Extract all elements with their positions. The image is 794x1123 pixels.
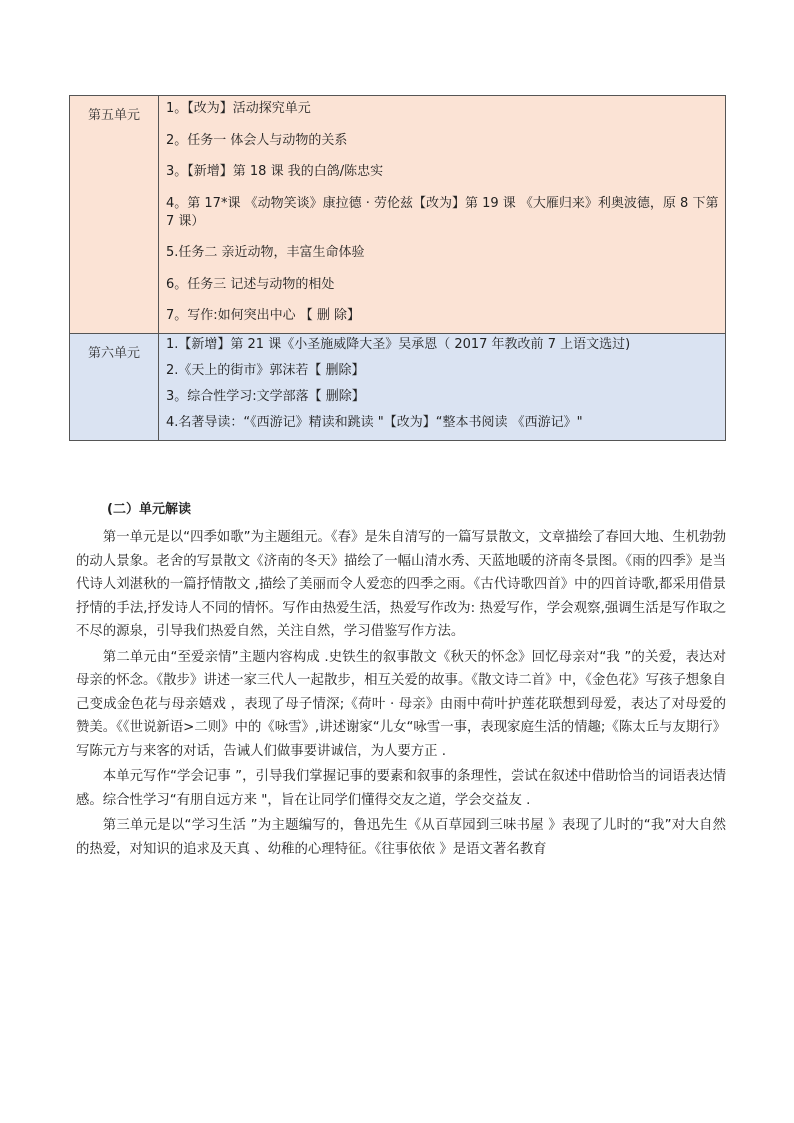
unit5-item: 3。【新增】第 18 课 我的白鸽/陈忠实 <box>166 164 384 179</box>
paragraph: 第二单元由“至爱亲情”主题内容构成 .史铁生的叙事散文《秋天的怀念》回忆母亲对“我 ”的关爱，表达对母亲的怀念。《散步》讲述一家三代人一起散步，相互关爱的故事。《散文诗二首》中，《金色花》写孩子想象自己变成金色花与母亲嬉戏 ，表现了母子情深;《荷叶 · 母亲》由雨中荷叶护莲花联想到母爱，表达了对母爱的赞美。《《世说新语>二则》中的《咏雪》,讲述谢家“儿女“咏雪一事，表现家庭生活的情趣;《陈太丘与友期行》写陈元方与来客的对话，告诫人们做事要讲诚信，为人要方正 . <box>76 649 726 759</box>
unit5-item: 7。写作:如何突出中心 【 删 除】 <box>166 308 361 323</box>
unit5-item: 4。第 17*课 《动物笑谈》康拉德 · 劳伦兹【改为】第 19 课 《大雁归来》利奥波德，原 8 下第 7 课） <box>166 195 719 229</box>
unit6-label: 第六单元 <box>70 334 159 441</box>
unit5-label: 第五单元 <box>70 96 159 334</box>
section-heading: (二）单元解读 <box>107 502 191 517</box>
unit5-item: 2。任务一 体会人与动物的关系 <box>166 132 348 148</box>
unit6-item: 3。综合性学习:文学部落【 删除】 <box>166 389 365 404</box>
unit6-item: 4.名著导读：“《西游记》精读和跳读 "【改为】“整本书阅读 《西游记》" <box>166 415 583 430</box>
paragraph: 第三单元是以“学习生活 ”为主题编写的，鲁迅先生《从百草园到三味书屋 》表现了儿时的“我”对大自然的热爱，对知识的追求及天真 、幼稚的心理特征。《往事依依 》是语文著名教育 <box>76 818 726 857</box>
paragraph: 第一单元是以“四季如歌”为主题组元。《春》是朱自清写的一篇写景散文，文章描绘了春回大地、生机勃勃的动人景象。老舍的写景散文《济南的冬天》描绘了一幅山清水秀、天蓝地暖的济南冬景图。《雨的四季》是当代诗人刘湛秋的一篇抒情散文 ,描绘了美丽而令人爱恋的四季之雨。《古代诗歌四首》中的四首诗歌,都采用借景抒情的手法,抒发诗人不同的情怀。写作由热爱生活，热爱写作改为: 热爱写作，学会观察,强调生活是写作取之不尽的源泉，引导我们热爱自然，关注自然，学习借鉴写作方法。 <box>76 530 726 639</box>
unit5-item: 6。任务三 记述与动物的相处 <box>166 276 335 292</box>
unit5-item: 1。【改为】活动探究单元 <box>166 101 311 116</box>
section-body <box>76 526 726 863</box>
unit6-item: 2.《天上的街市》郭沫若【 删除】 <box>166 363 365 378</box>
unit5-row <box>70 96 726 334</box>
unit5-content <box>159 96 726 334</box>
unit6-content <box>159 334 726 441</box>
unit-table <box>69 95 726 441</box>
unit6-row <box>70 334 726 441</box>
paragraph: 本单元写作“学会记事 ”，引导我们掌握记事的要素和叙事的条理性，尝试在叙述中借助恰当的词语表达情感。综合性学习“有朋自远方来 "，旨在让同学们懂得交友之道，学会交益友 . <box>76 769 726 808</box>
unit6-item: 1.【新增】第 21 课《小圣施威降大圣》吴承恩（ 2017 年教改前 7 上语文选过) <box>166 337 631 352</box>
unit5-item: 5.任务二 亲近动物，丰富生命体验 <box>166 245 365 260</box>
